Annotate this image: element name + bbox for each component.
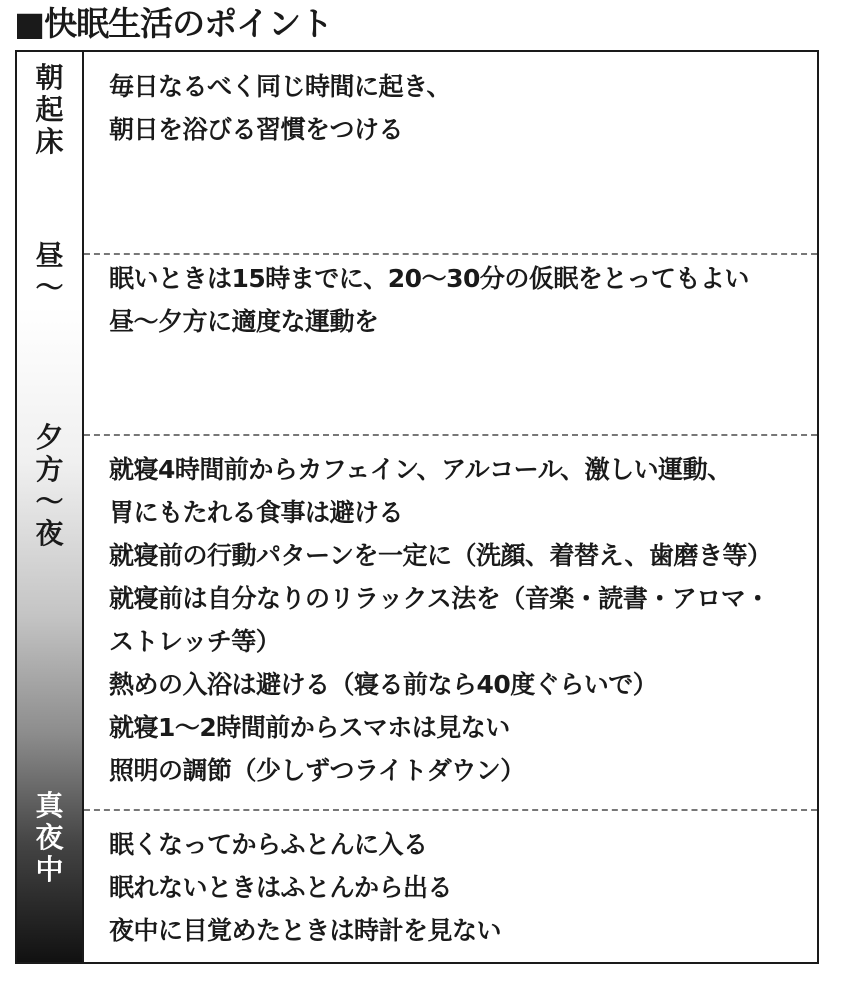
time-label-char: 中 <box>35 853 64 886</box>
tip-line: 就寝1〜2時間前からスマホは見ない <box>109 713 510 742</box>
time-label-char: 起 <box>35 93 64 126</box>
tip-line: 眠れないときはふとんから出る <box>109 873 453 902</box>
tip-line: 毎日なるべく同じ時間に起き、 <box>109 72 452 101</box>
time-label-char: 方 <box>35 453 64 486</box>
time-label-char: 朝 <box>35 61 64 94</box>
time-label-morning <box>17 62 82 158</box>
time-label-char: 夜 <box>35 517 64 550</box>
tip-line: 昼〜夕方に適度な運動を <box>109 307 379 336</box>
time-label-char: 夜 <box>35 821 64 854</box>
time-label-noon <box>17 240 82 304</box>
section-morning <box>84 52 817 252</box>
section-midnight <box>84 811 817 962</box>
page-title: ■快眠生活のポイント <box>14 4 333 43</box>
tip-line: 眠いときは15時までに、20〜30分の仮眠をとってもよい <box>109 264 749 293</box>
tip-line: 就寝前の行動パターンを一定に（洗顔、着替え、歯磨き等） <box>109 541 772 570</box>
time-label-char: 床 <box>35 125 64 158</box>
tip-line: 夜中に目覚めたときは時計を見ない <box>109 916 502 945</box>
schedule-table <box>15 50 819 964</box>
time-label-char: 昼 <box>35 239 64 272</box>
tip-line: 熱めの入浴は避ける（寝る前なら40度ぐらいで） <box>109 670 658 699</box>
tip-line: 照明の調節（少しずつライトダウン） <box>109 756 525 785</box>
tip-line: ストレッチ等） <box>109 627 281 656</box>
time-of-day-column <box>17 52 84 962</box>
tip-line: 就寝前は自分なりのリラックス法を（音楽・読書・アロマ・ <box>109 584 770 613</box>
tip-line: 就寝4時間前からカフェイン、アルコール、激しい運動、 <box>109 455 732 484</box>
time-label-char: 〜 <box>35 271 64 304</box>
tip-line: 眠くなってからふとんに入る <box>109 830 428 859</box>
time-label-midnight <box>17 790 82 886</box>
time-label-char: 真 <box>35 789 64 822</box>
tips-column <box>84 52 817 962</box>
section-evening <box>84 436 817 808</box>
tip-line: 胃にもたれる食事は避ける <box>109 498 404 527</box>
time-label-evening <box>17 422 82 550</box>
time-label-char: 〜 <box>35 485 64 518</box>
section-noon <box>84 255 817 433</box>
time-label-char: 夕 <box>35 421 64 454</box>
tip-line: 朝日を浴びる習慣をつける <box>109 115 404 144</box>
